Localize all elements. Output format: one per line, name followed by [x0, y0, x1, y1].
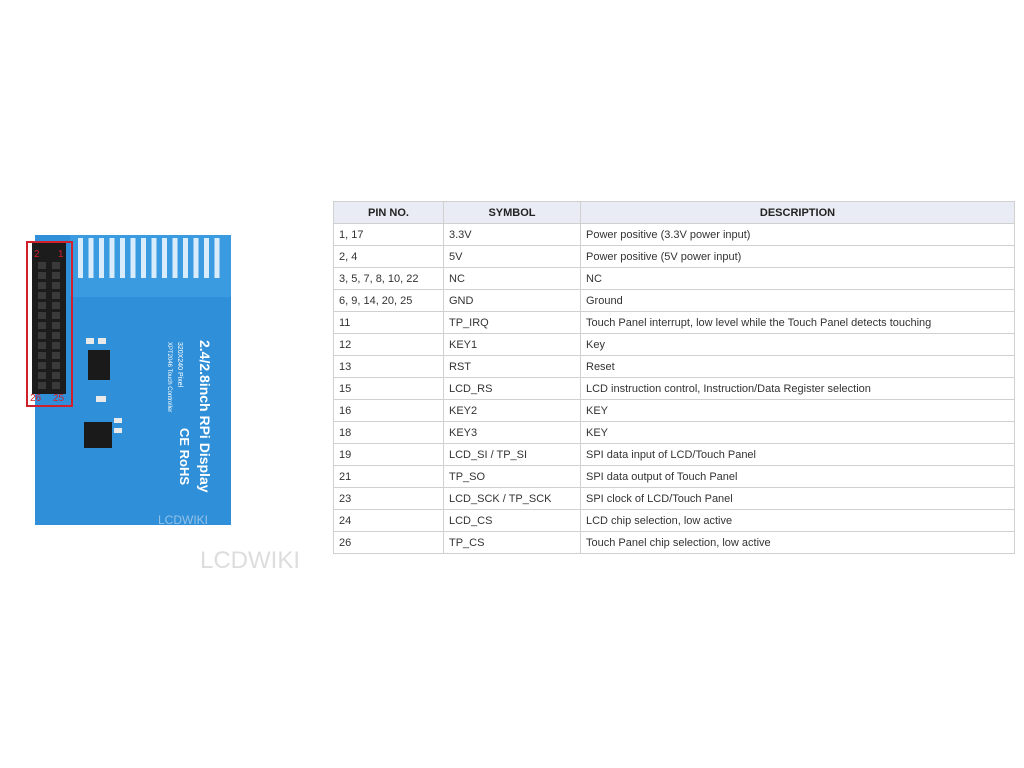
symbol-cell: TP_SO — [444, 466, 581, 488]
symbol-cell: LCD_SI / TP_SI — [444, 444, 581, 466]
pin-number-cell: 1, 17 — [334, 224, 444, 246]
header-pin — [38, 292, 46, 299]
table-row — [334, 444, 1015, 466]
header-pin — [38, 312, 46, 319]
smd-component — [86, 338, 94, 344]
table-row — [334, 246, 1015, 268]
page-watermark: LCDWIKI — [200, 547, 301, 574]
board-illustration — [0, 190, 330, 580]
description-cell: KEY — [581, 400, 1015, 422]
symbol-cell: GND — [444, 290, 581, 312]
col-header-symbol: SYMBOL — [444, 202, 581, 224]
header-pin — [38, 262, 46, 269]
table-row — [334, 422, 1015, 444]
board-marks: CE RoHS — [177, 428, 192, 486]
smd-component — [114, 428, 122, 433]
header-pin — [38, 342, 46, 349]
header-label-2: 2 — [34, 249, 40, 260]
fpc-trace — [78, 238, 83, 278]
symbol-cell: NC — [444, 268, 581, 290]
header-pin — [52, 272, 60, 279]
fpc-trace — [215, 238, 220, 278]
pin-number-cell: 24 — [334, 510, 444, 532]
header-pin — [38, 352, 46, 359]
header-pin — [52, 342, 60, 349]
description-cell: Ground — [581, 290, 1015, 312]
regulator-chip — [88, 350, 110, 380]
description-cell: Touch Panel chip selection, low active — [581, 532, 1015, 554]
smd-component — [98, 338, 106, 344]
pin-number-cell: 11 — [334, 312, 444, 334]
table-row — [334, 400, 1015, 422]
symbol-cell: LCD_CS — [444, 510, 581, 532]
description-cell: SPI data output of Touch Panel — [581, 466, 1015, 488]
table-row — [334, 268, 1015, 290]
fpc-trace — [162, 238, 167, 278]
header-pin — [52, 322, 60, 329]
fpc-trace — [99, 238, 104, 278]
table-header-row — [334, 202, 1015, 224]
header-pin — [38, 272, 46, 279]
description-cell: Power positive (3.3V power input) — [581, 224, 1015, 246]
header-pin — [52, 332, 60, 339]
touch-controller-chip — [84, 422, 112, 448]
pin-number-cell: 2, 4 — [334, 246, 444, 268]
header-pin — [52, 302, 60, 309]
table-row — [334, 312, 1015, 334]
symbol-cell: TP_IRQ — [444, 312, 581, 334]
symbol-cell: KEY1 — [444, 334, 581, 356]
symbol-cell: 5V — [444, 246, 581, 268]
header-pin — [52, 312, 60, 319]
header-pin — [38, 382, 46, 389]
header-label-1: 1 — [58, 249, 64, 260]
symbol-cell: 3.3V — [444, 224, 581, 246]
pin-number-cell: 13 — [334, 356, 444, 378]
symbol-cell: LCD_RS — [444, 378, 581, 400]
col-header-pin-no: PIN NO. — [334, 202, 444, 224]
smd-component — [114, 418, 122, 423]
col-header-description: DESCRIPTION — [581, 202, 1015, 224]
table-row — [334, 466, 1015, 488]
board-title: 2.4/2.8inch RPi Display — [197, 340, 213, 493]
pin-number-cell: 19 — [334, 444, 444, 466]
symbol-cell: KEY2 — [444, 400, 581, 422]
header-pin — [52, 382, 60, 389]
board-watermark: LCDWIKI — [158, 513, 209, 527]
header-pin — [38, 332, 46, 339]
table-row — [334, 532, 1015, 554]
fpc-trace — [183, 238, 188, 278]
fpc-trace — [204, 238, 209, 278]
pin-number-cell: 16 — [334, 400, 444, 422]
pin-number-cell: 12 — [334, 334, 444, 356]
description-cell: Key — [581, 334, 1015, 356]
smd-component — [96, 396, 106, 402]
description-cell: LCD instruction control, Instruction/Data Register selection — [581, 378, 1015, 400]
symbol-cell: RST — [444, 356, 581, 378]
fpc-trace — [141, 238, 146, 278]
pin-number-cell: 15 — [334, 378, 444, 400]
table-row — [334, 488, 1015, 510]
description-cell: Touch Panel interrupt, low level while the Touch Panel detects touching — [581, 312, 1015, 334]
fpc-trace — [89, 238, 94, 278]
pin-number-cell: 3, 5, 7, 8, 10, 22 — [334, 268, 444, 290]
symbol-cell: TP_CS — [444, 532, 581, 554]
symbol-cell: LCD_SCK / TP_SCK — [444, 488, 581, 510]
fpc-trace — [120, 238, 125, 278]
fpc-trace — [152, 238, 157, 278]
board-photo — [0, 190, 330, 580]
fpc-trace — [173, 238, 178, 278]
table-row — [334, 224, 1015, 246]
table-row — [334, 334, 1015, 356]
table-row — [334, 290, 1015, 312]
header-label-26: 26 — [30, 393, 42, 404]
table-row — [334, 510, 1015, 532]
pin-number-cell: 21 — [334, 466, 444, 488]
pin-number-cell: 26 — [334, 532, 444, 554]
header-pin — [52, 372, 60, 379]
header-pin — [38, 282, 46, 289]
header-pin — [38, 302, 46, 309]
description-cell: LCD chip selection, low active — [581, 510, 1015, 532]
pin-number-cell: 18 — [334, 422, 444, 444]
description-cell: Reset — [581, 356, 1015, 378]
board-resolution: 320X240 Pixel — [176, 342, 183, 388]
header-pin — [52, 292, 60, 299]
description-cell: SPI data input of LCD/Touch Panel — [581, 444, 1015, 466]
header-pin — [38, 372, 46, 379]
table-row — [334, 356, 1015, 378]
header-pin — [52, 282, 60, 289]
description-cell: Power positive (5V power input) — [581, 246, 1015, 268]
description-cell: SPI clock of LCD/Touch Panel — [581, 488, 1015, 510]
fpc-trace — [131, 238, 136, 278]
table-row — [334, 378, 1015, 400]
fpc-trace — [110, 238, 115, 278]
header-pin — [38, 362, 46, 369]
gpio-header — [32, 242, 66, 394]
symbol-cell: KEY3 — [444, 422, 581, 444]
description-cell: KEY — [581, 422, 1015, 444]
fpc-trace — [194, 238, 199, 278]
pin-description-table — [333, 201, 1015, 554]
board-controller: XPT2046 Touch Controller — [166, 342, 172, 413]
header-pin — [52, 262, 60, 269]
header-pin — [52, 352, 60, 359]
pin-number-cell: 6, 9, 14, 20, 25 — [334, 290, 444, 312]
header-pin — [52, 362, 60, 369]
header-label-25: 25 — [53, 393, 65, 404]
pin-number-cell: 23 — [334, 488, 444, 510]
description-cell: NC — [581, 268, 1015, 290]
header-pin — [38, 322, 46, 329]
